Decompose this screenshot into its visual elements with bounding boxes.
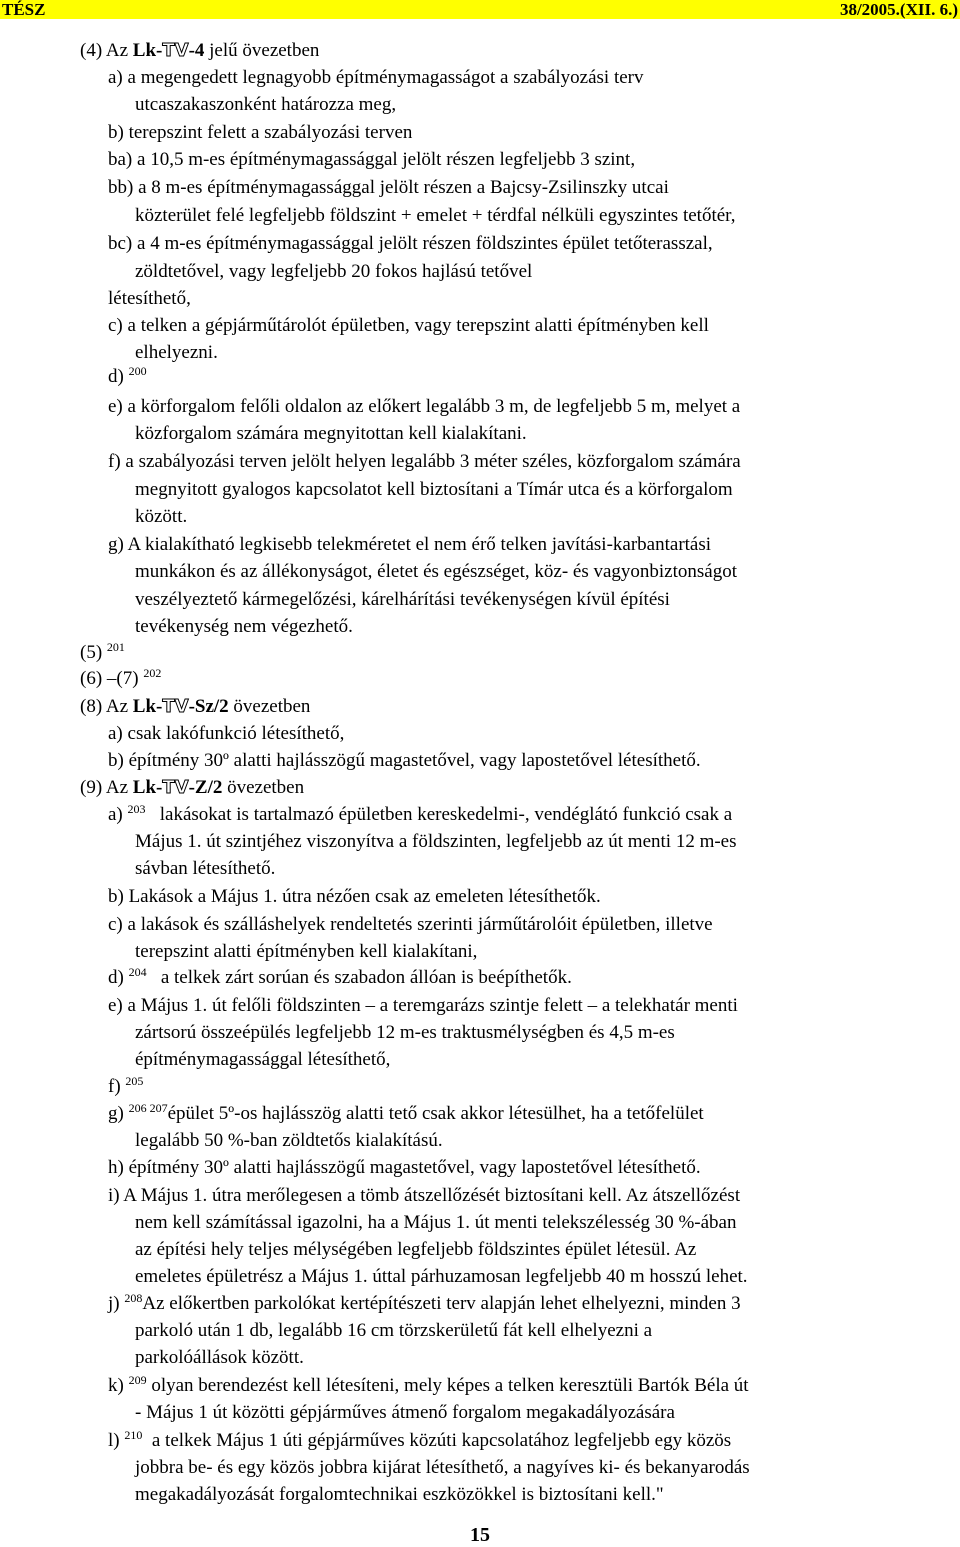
p8-line: a) csak lakófunkció létesíthető, — [108, 723, 345, 744]
zone-tv-outline: TV — [162, 777, 189, 798]
p4-line: munkákon és az állékonyságot, életet és egészséget, köz- és vagyonbiztonságot — [135, 561, 737, 582]
p4-line: közforgalom számára megnyitottan kell kialakítani. — [135, 423, 527, 444]
p4-d-line: d) $^{200}$ — [108, 364, 147, 387]
p9-line: - Május 1 út közötti gépjárműves átmenő forgalom megakadályozására — [135, 1402, 675, 1423]
p4-line: létesíthető, — [108, 288, 191, 309]
p9-line: nem kell számítással igazolni, ha a Május 1. út menti telekszélesség 30 %-ában — [135, 1212, 737, 1233]
p4-line: e) a körforgalom felőli oldalon az előkert legalább 3 m, de legfeljebb 5 m, melyet a — [108, 396, 741, 417]
footnote-ref: 203 — [127, 802, 146, 816]
zone-tv-outline: TV — [162, 696, 189, 717]
zone-code: Lk- — [132, 40, 163, 61]
p9-line: sávban létesíthető. — [135, 858, 276, 879]
p9-line: b) Lakások a Május 1. útra nézően csak az emeleten létesíthetők. — [108, 886, 601, 907]
footnote-ref: 200 — [128, 364, 147, 378]
p4-line: b) terepszint felett a szabályozási terven — [108, 122, 413, 143]
p8-line: b) építmény 30º alatti hajlásszögű magastetővel, vagy lapostetővel létesíthető. — [108, 750, 701, 771]
p9-line: zártsorú összeépülés legfeljebb 12 m-es traktusmélységben és 4,5 m-es — [135, 1022, 675, 1043]
p9-a-line: a) $^{203}$ lakásokat is tartalmazó épületben kereskedelmi-, vendéglátó funkció csak a — [108, 802, 733, 825]
p4-heading: (4) Az Lk-TV-4 jelű övezetben — [80, 40, 320, 61]
footnote-ref: 206 207 — [128, 1101, 168, 1115]
p9-line: jobbra be- és egy közös jobbra kijárat létesíthető, a nagyíves ki- és bekanyarodás — [135, 1457, 750, 1478]
p9-g-line: g) $^{206 207}$épület 5º-os hajlásszög alatti tető csak akkor létesülhet, ha a tetőfelület — [108, 1101, 704, 1124]
p9-line: az építési hely teljes mélységében legfeljebb földszintes épület létesül. Az — [135, 1239, 697, 1260]
footnote-ref: 201 — [106, 640, 125, 654]
p6-line: (6) –(7) $^{202}$ — [80, 666, 162, 689]
p9-line: parkoló után 1 db, legalább 16 cm törzskerületű fát kell elhelyezni a — [135, 1320, 653, 1341]
running-header — [0, 0, 960, 19]
p9-line: legalább 50 %-ban zöldtetős kialakítású. — [135, 1130, 443, 1151]
p9-line: parkolóállások között. — [135, 1347, 304, 1368]
p9-line: c) a lakások és szálláshelyek rendeltetés szerinti járműtárolóit épületben, illetve — [108, 914, 713, 935]
footnote-ref: 202 — [143, 666, 162, 680]
footnote-ref: 209 — [128, 1373, 147, 1387]
p5-line: (5) $^{201}$ — [80, 640, 125, 663]
p4-line: zöldtetővel, vagy legfeljebb 20 fokos hajlású tetővel — [135, 261, 533, 282]
p9-line: e) a Május 1. út felőli földszinten – a teremgarázs szintje felett – a telekhatár menti — [108, 995, 738, 1016]
footnote-ref: 204 — [128, 965, 147, 979]
p9-line: i) A Május 1. útra merőlegesen a tömb átszellőzését biztosítani kell. Az átszellőzést — [108, 1185, 741, 1206]
p4-line: bb) a 8 m-es építménymagassággal jelölt részen a Bajcsy-Zsilinszky utcai — [108, 177, 669, 198]
p4-line: f) a szabályozási terven jelölt helyen legalább 3 méter széles, közforgalom számára — [108, 451, 741, 472]
p9-heading: (9) Az Lk-TV-Z/2 övezetben — [80, 777, 305, 798]
p4-line: közterület felé legfeljebb földszint + emelet + térdfal nélküli egyszintes tetőtér, — [135, 205, 736, 226]
p4-line: c) a telken a gépjárműtárolót épületben, vagy terepszint alatti építményben kell — [108, 315, 709, 336]
p9-k-line: k) $^{209}$ olyan berendezést kell létesíteni, mely képes a telken keresztüli Bartók Béla út — [108, 1373, 749, 1396]
p4-line: a) a megengedett legnagyobb építménymagasságot a szabályozási terv — [108, 67, 644, 88]
footnote-ref: 208 — [124, 1291, 143, 1305]
p4-line: elhelyezni. — [135, 342, 218, 363]
p4-line: között. — [135, 506, 188, 527]
p8-heading: (8) Az Lk-TV-Sz/2 övezetben — [80, 696, 311, 717]
p4-line: veszélyeztető kármegelőzési, kárelhárítási tevékenységen kívül építési — [135, 589, 670, 610]
footnote-ref: 210 — [124, 1428, 143, 1442]
p4-line: megnyitott gyalogos kapcsolatot kell biztosítani a Tímár utca és a körforgalom — [135, 479, 733, 500]
header-left: TÉSZ — [2, 0, 46, 19]
zone-tv-outline: TV — [162, 40, 189, 61]
p9-line: Május 1. út szintjéhez viszonyítva a földszinten, legfeljebb az út menti 12 m-es — [135, 831, 737, 852]
p9-j-line: j) $^{208}$Az előkertben parkolókat kertépítészeti terv alapján lehet elhelyezni, minden 3 — [108, 1291, 741, 1314]
p4-line: g) A kialakítható legkisebb telekméretet el nem érő telken javítási-karbantartási — [108, 534, 712, 555]
p9-l-line: l) $^{210}$ a telkek Május 1 úti gépjárműves közúti kapcsolatához legfeljebb egy közös — [108, 1428, 732, 1451]
footnote-ref: 205 — [125, 1074, 144, 1088]
p9-line: terepszint alatti építményben kell kialakítani, — [135, 941, 478, 962]
zone-code: Lk- — [132, 777, 163, 798]
page-number: 15 — [470, 1524, 490, 1546]
p4-line: utcaszakaszonként határozza meg, — [135, 94, 397, 115]
p9-line: építménymagassággal létesíthető, — [135, 1049, 391, 1070]
p9-line: megakadályozását forgalomtechnikai eszközökkel is biztosítani kell." — [135, 1484, 664, 1505]
p9-line: emeletes épületrész a Május 1. úttal párhuzamosan legfeljebb 40 m hosszú lehet. — [135, 1266, 748, 1287]
p4-line: bc) a 4 m-es építménymagassággal jelölt részen földszintes épület tetőterasszal, — [108, 233, 713, 254]
p9-f-line: f) $^{205}$ — [108, 1074, 144, 1097]
p9-line: h) építmény 30º alatti hajlásszögű magastetővel, vagy lapostetővel létesíthető. — [108, 1157, 701, 1178]
p4-line: ba) a 10,5 m-es építménymagassággal jelölt részen legfeljebb 3 szint, — [108, 149, 636, 170]
zone-code: Lk- — [132, 696, 163, 717]
header-right: 38/2005.(XII. 6.) — [839, 0, 958, 19]
p4-line: tevékenység nem végezhető. — [135, 616, 353, 637]
p9-d-line: d) $^{204}$ a telkek zárt sorúan és szabadon állóan is beépíthetők. — [108, 965, 572, 988]
